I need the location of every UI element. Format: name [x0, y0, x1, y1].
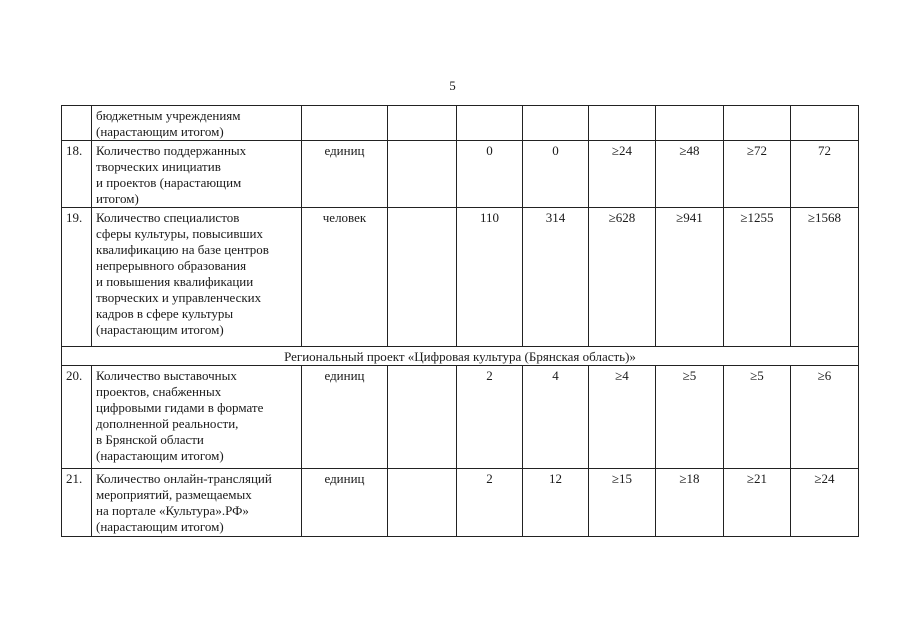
value-cell: 110: [457, 208, 523, 347]
indicators-table: [61, 105, 859, 537]
value-cell: [388, 366, 457, 469]
indicator-name-line: Количество онлайн-трансляций: [96, 471, 272, 486]
row-number: 20.: [62, 366, 92, 469]
value-cell: ≥15: [589, 469, 656, 537]
value-cell: [791, 106, 859, 141]
value-cell: ≥6: [791, 366, 859, 469]
indicator-name-line: квалификацию на базе центров: [96, 242, 269, 257]
table-row: [62, 106, 859, 141]
unit-cell: единиц: [302, 366, 388, 469]
value-cell: ≥24: [589, 141, 656, 208]
value-cell: [523, 106, 589, 141]
value-cell: 314: [523, 208, 589, 347]
value-cell: 12: [523, 469, 589, 537]
value-cell: ≥5: [724, 366, 791, 469]
value-cell: ≥48: [656, 141, 724, 208]
indicator-name-line: творческих и управленческих: [96, 290, 262, 305]
value-cell: ≥4: [589, 366, 656, 469]
indicator-name-line: кадров в сфере культуры: [96, 306, 234, 321]
value-cell: [457, 106, 523, 141]
row-number: 21.: [62, 469, 92, 537]
value-cell: [388, 208, 457, 347]
indicator-name-line: на портале «Культура».РФ»: [96, 503, 249, 518]
indicator-name-line: (нарастающим итогом): [96, 448, 224, 463]
value-cell: ≥941: [656, 208, 724, 347]
value-cell: ≥628: [589, 208, 656, 347]
value-cell: [724, 106, 791, 141]
value-cell: [388, 141, 457, 208]
indicator-name-line: в Брянской области: [96, 432, 204, 447]
value-cell: ≥24: [791, 469, 859, 537]
indicator-name-line: мероприятий, размещаемых: [96, 487, 252, 502]
indicator-name-line: проектов, снабженных: [96, 384, 222, 399]
unit-cell: единиц: [302, 469, 388, 537]
value-cell: 0: [523, 141, 589, 208]
value-cell: 0: [457, 141, 523, 208]
indicator-name-line: и повышения квалификации: [96, 274, 254, 289]
row-number: 19.: [62, 208, 92, 347]
table-row: [62, 366, 859, 469]
value-cell: [388, 469, 457, 537]
indicator-name: [92, 141, 302, 208]
indicator-name-line: непрерывного образования: [96, 258, 247, 273]
value-cell: ≥1568: [791, 208, 859, 347]
indicator-name-line: и проектов (нарастающим: [96, 175, 242, 190]
page-number: 5: [449, 78, 456, 93]
indicator-name: [92, 366, 302, 469]
value-cell: ≥5: [656, 366, 724, 469]
row-number: [62, 106, 92, 141]
table-row: [62, 208, 859, 347]
indicator-name-line: цифровыми гидами в формате: [96, 400, 264, 415]
value-cell: [656, 106, 724, 141]
value-cell: 72: [791, 141, 859, 208]
value-cell: [589, 106, 656, 141]
indicator-name-line: сферы культуры, повысивших: [96, 226, 263, 241]
indicator-name-line: (нарастающим итогом): [96, 322, 224, 337]
indicator-name-line: (нарастающим итогом): [96, 519, 224, 534]
indicator-name-line: Количество поддержанных: [96, 143, 247, 158]
indicator-name: [92, 106, 302, 141]
indicator-name: [92, 208, 302, 347]
value-cell: [388, 106, 457, 141]
unit-cell: единиц: [302, 141, 388, 208]
indicator-name-line: итогом): [96, 191, 139, 206]
section-title: Региональный проект «Цифровая культура (Брянская область)»: [62, 347, 859, 366]
unit-cell: человек: [302, 208, 388, 347]
indicator-name-line: дополненной реальности,: [96, 416, 239, 431]
value-cell: ≥1255: [724, 208, 791, 347]
value-cell: ≥72: [724, 141, 791, 208]
indicator-name-line: Количество выставочных: [96, 368, 237, 383]
table-row: [62, 469, 859, 537]
value-cell: ≥18: [656, 469, 724, 537]
table-row: [62, 141, 859, 208]
section-row: [62, 347, 859, 366]
unit-cell: [302, 106, 388, 141]
row-number: 18.: [62, 141, 92, 208]
indicator-name-line: творческих инициатив: [96, 159, 221, 174]
value-cell: ≥21: [724, 469, 791, 537]
value-cell: 4: [523, 366, 589, 469]
indicator-name: [92, 469, 302, 537]
indicator-name-line: Количество специалистов: [96, 210, 240, 225]
value-cell: 2: [457, 366, 523, 469]
value-cell: 2: [457, 469, 523, 537]
indicator-name-line: (нарастающим итогом): [96, 124, 224, 139]
indicator-name-line: бюджетным учреждениям: [96, 108, 241, 123]
